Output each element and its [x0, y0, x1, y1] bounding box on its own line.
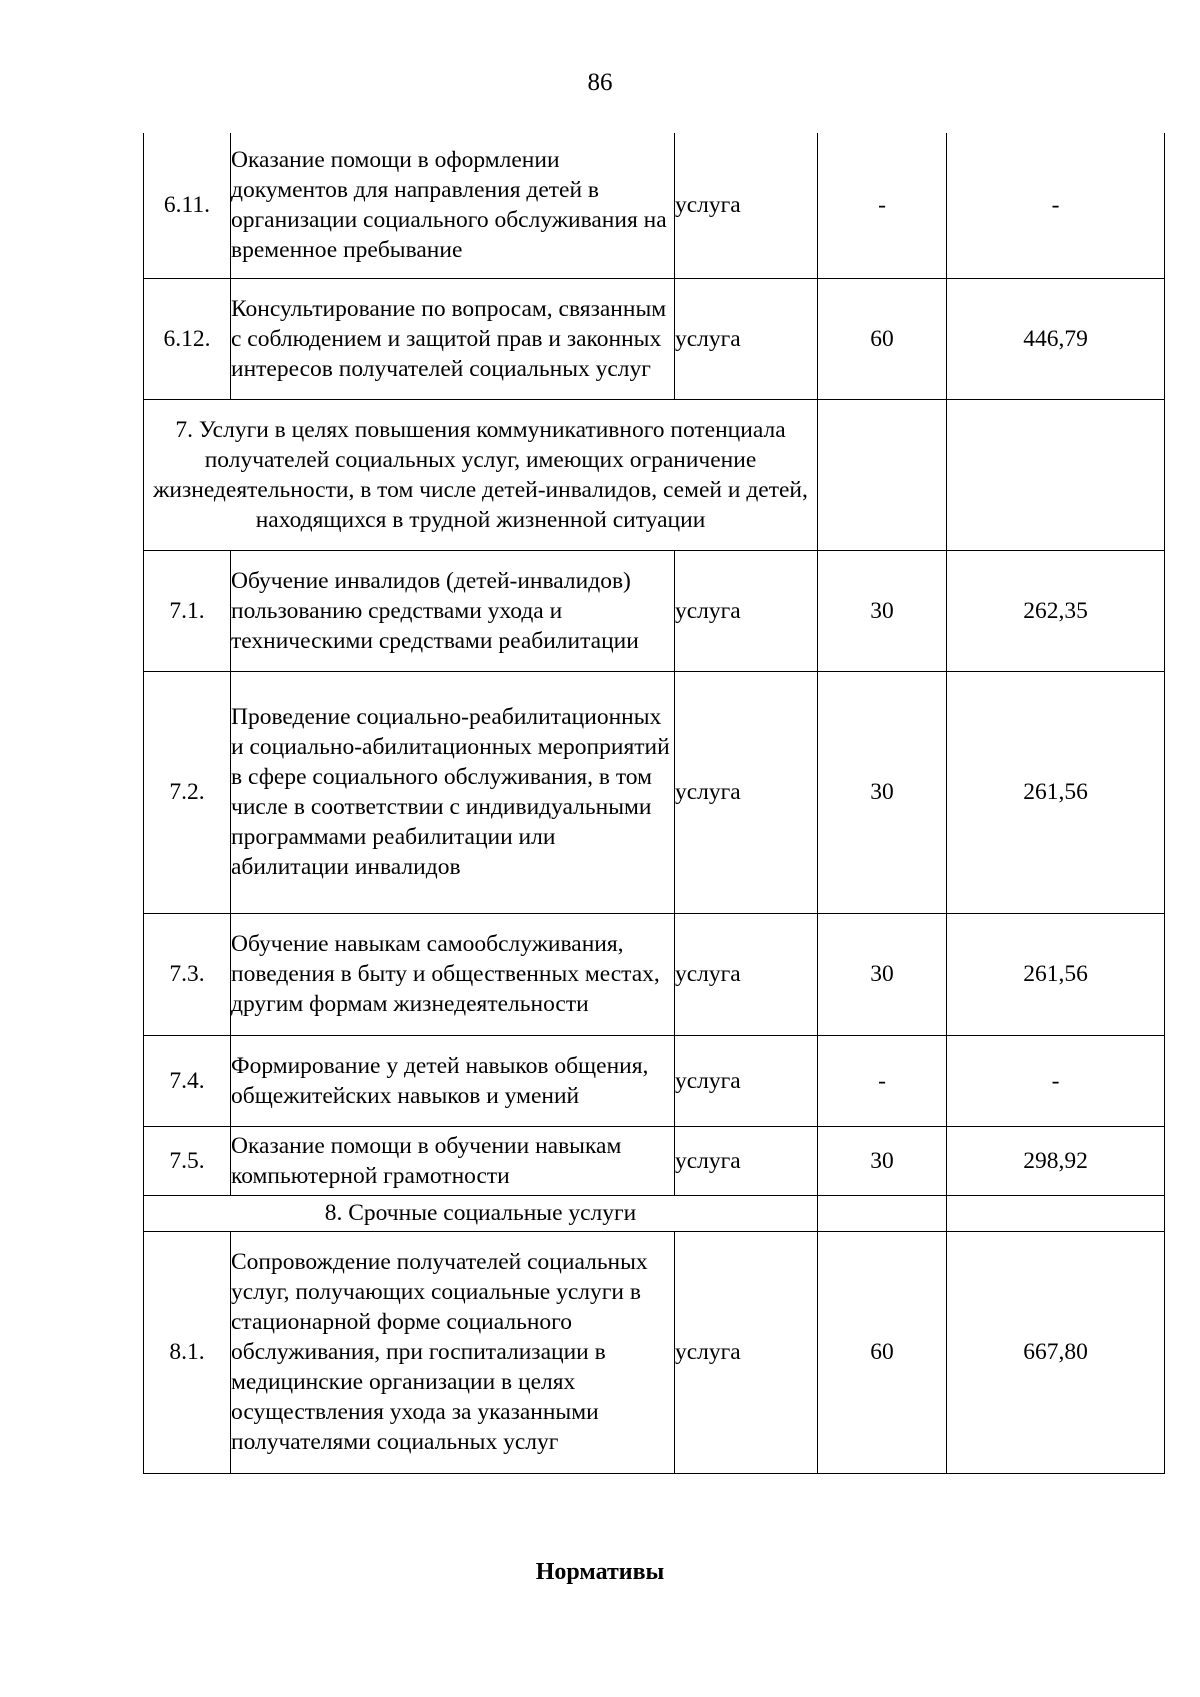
empty-cell [818, 399, 947, 550]
empty-cell [947, 1195, 1165, 1231]
norm-cell: 60 [818, 278, 947, 399]
services-table [143, 133, 1165, 1474]
empty-cell [818, 1195, 947, 1231]
table-row [144, 278, 1165, 399]
price-cell: - [947, 1035, 1165, 1126]
row-number: 7.2. [144, 671, 231, 913]
norm-cell: 60 [818, 1231, 947, 1473]
table-row [144, 133, 1165, 278]
table-row [144, 671, 1165, 913]
unit-cell: услуга [675, 1035, 818, 1126]
unit-cell: услуга [675, 671, 818, 913]
table-row [144, 550, 1165, 671]
service-description: Сопровождение получателей социальных услуг, получающих социальные услуги в стационарной форме социального обслуживания, при госпитализации в медицинские организации в целях осуществления ухода за указанными получателями социальных услуг [231, 1231, 675, 1473]
row-number: 7.4. [144, 1035, 231, 1126]
unit-cell: услуга [675, 550, 818, 671]
section-heading: 7. Услуги в целях повышения коммуникативного потенциала получателей социальных услуг, имеющих ограничение жизнедеятельности, в том числе детей-инвалидов, семей и детей, находящихся в трудной жизненной ситуации [144, 399, 818, 550]
norm-cell: - [818, 1035, 947, 1126]
norm-cell: 30 [818, 1126, 947, 1195]
service-description: Оказание помощи в оформлении документов для направления детей в организации социального обслуживания на временное пребывание [231, 133, 675, 278]
table-row [144, 913, 1165, 1035]
table-row [144, 1126, 1165, 1195]
row-number: 6.12. [144, 278, 231, 399]
unit-cell: услуга [675, 278, 818, 399]
row-number: 7.1. [144, 550, 231, 671]
service-description: Формирование у детей навыков общения, общежитейских навыков и умений [231, 1035, 675, 1126]
service-description: Обучение навыкам самообслуживания, поведения в быту и общественных местах, другим формам жизнедеятельности [231, 913, 675, 1035]
price-cell: 298,92 [947, 1126, 1165, 1195]
table-row [144, 1035, 1165, 1126]
unit-cell: услуга [675, 913, 818, 1035]
service-description: Обучение инвалидов (детей-инвалидов) пользованию средствами ухода и техническими средствами реабилитации [231, 550, 675, 671]
norm-cell: 30 [818, 550, 947, 671]
section-title: Нормативы [535, 1559, 665, 1585]
table-row [144, 1231, 1165, 1473]
empty-cell [947, 399, 1165, 550]
norm-cell: 30 [818, 913, 947, 1035]
unit-cell: услуга [675, 1126, 818, 1195]
page-number: 86 [587, 69, 613, 96]
price-cell: 262,35 [947, 550, 1165, 671]
price-cell: 667,80 [947, 1231, 1165, 1473]
price-cell: 261,56 [947, 913, 1165, 1035]
norm-cell: - [818, 133, 947, 278]
service-description: Проведение социально-реабилитационных и социально-абилитационных мероприятий в сфере социального обслуживания, в том числе в соответствии с индивидуальными программами реабилитации или абилитации инвалидов [231, 671, 675, 913]
service-description: Оказание помощи в обучении навыкам компьютерной грамотности [231, 1126, 675, 1195]
section-heading: 8. Срочные социальные услуги [144, 1195, 818, 1231]
row-number: 7.3. [144, 913, 231, 1035]
price-cell: 446,79 [947, 278, 1165, 399]
row-number: 6.11. [144, 133, 231, 278]
norm-cell: 30 [818, 671, 947, 913]
price-cell: 261,56 [947, 671, 1165, 913]
unit-cell: услуга [675, 133, 818, 278]
row-number: 7.5. [144, 1126, 231, 1195]
section-row [144, 1195, 1165, 1231]
unit-cell: услуга [675, 1231, 818, 1473]
price-cell: - [947, 133, 1165, 278]
section-row [144, 399, 1165, 550]
row-number: 8.1. [144, 1231, 231, 1473]
service-description: Консультирование по вопросам, связанным с соблюдением и защитой прав и законных интересов получателей социальных услуг [231, 278, 675, 399]
